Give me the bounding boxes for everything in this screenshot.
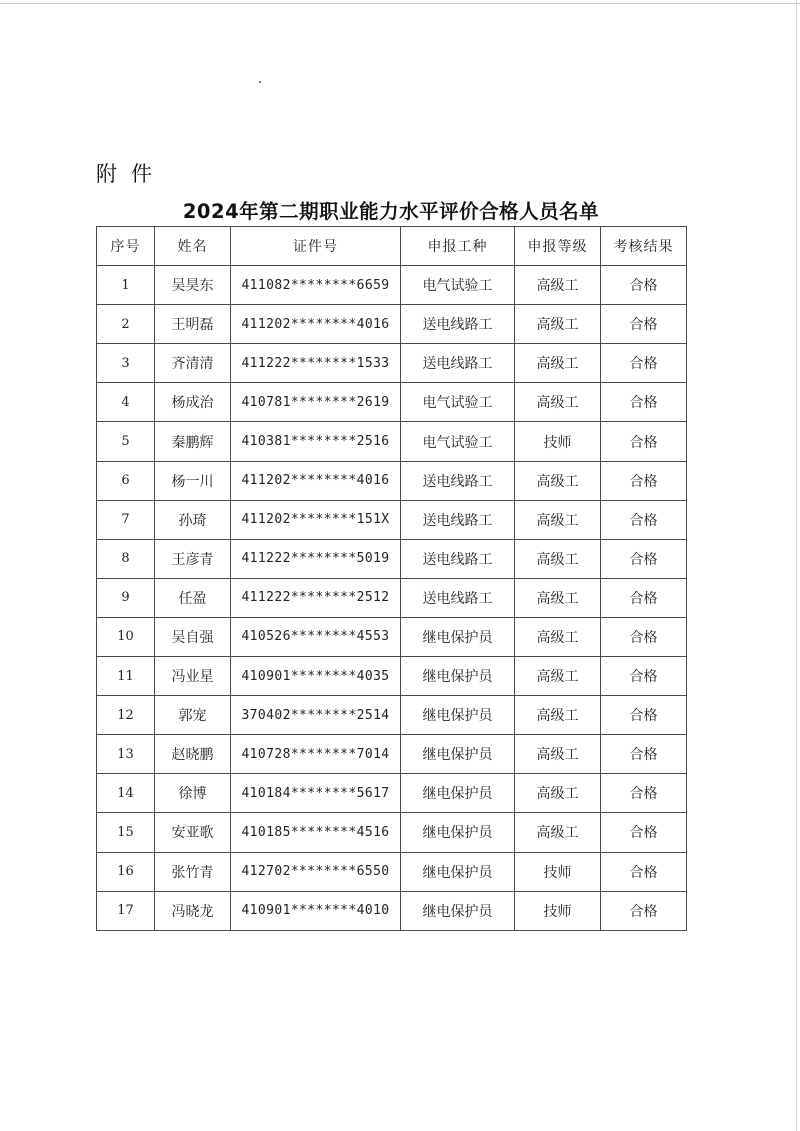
cell-result: 合格 (601, 344, 687, 383)
cell-index: 2 (97, 305, 155, 344)
cell-level: 技师 (515, 852, 601, 891)
cell-job-type: 送电线路工 (401, 500, 515, 539)
cell-name: 徐博 (155, 774, 231, 813)
cell-level: 高级工 (515, 305, 601, 344)
header-name: 姓名 (155, 227, 231, 266)
cell-index: 10 (97, 617, 155, 656)
cell-result: 合格 (601, 657, 687, 696)
cell-result: 合格 (601, 774, 687, 813)
qualified-personnel-table (96, 226, 687, 931)
cell-name: 杨成治 (155, 383, 231, 422)
cell-result: 合格 (601, 813, 687, 852)
cell-level: 技师 (515, 891, 601, 930)
cell-result: 合格 (601, 617, 687, 656)
cell-level: 技师 (515, 422, 601, 461)
cell-job-type: 电气试验工 (401, 383, 515, 422)
cell-id-number: 411202********151X (231, 500, 401, 539)
cell-result: 合格 (601, 696, 687, 735)
cell-name: 冯晓龙 (155, 891, 231, 930)
cell-index: 1 (97, 266, 155, 305)
table-row (97, 852, 687, 891)
scan-edge-right (796, 0, 797, 1131)
cell-id-number: 412702********6550 (231, 852, 401, 891)
cell-id-number: 411082********6659 (231, 266, 401, 305)
cell-index: 16 (97, 852, 155, 891)
header-result: 考核结果 (601, 227, 687, 266)
cell-level: 高级工 (515, 578, 601, 617)
table-row (97, 735, 687, 774)
header-level: 申报等级 (515, 227, 601, 266)
header-id-number: 证件号 (231, 227, 401, 266)
cell-job-type: 电气试验工 (401, 266, 515, 305)
cell-index: 5 (97, 422, 155, 461)
cell-name: 冯业星 (155, 657, 231, 696)
cell-id-number: 370402********2514 (231, 696, 401, 735)
cell-job-type: 送电线路工 (401, 305, 515, 344)
cell-index: 14 (97, 774, 155, 813)
cell-index: 11 (97, 657, 155, 696)
table-row (97, 891, 687, 930)
cell-id-number: 410526********4553 (231, 617, 401, 656)
cell-job-type: 送电线路工 (401, 539, 515, 578)
cell-id-number: 410381********2516 (231, 422, 401, 461)
cell-job-type: 送电线路工 (401, 461, 515, 500)
table-header-row (97, 227, 687, 266)
cell-level: 高级工 (515, 617, 601, 656)
attachment-label: 附件 (96, 162, 166, 186)
cell-name: 孙琦 (155, 500, 231, 539)
cell-result: 合格 (601, 735, 687, 774)
scan-edge-top (0, 3, 800, 4)
cell-level: 高级工 (515, 735, 601, 774)
cell-level: 高级工 (515, 657, 601, 696)
table-row (97, 578, 687, 617)
table-row (97, 266, 687, 305)
cell-result: 合格 (601, 461, 687, 500)
cell-name: 郭宠 (155, 696, 231, 735)
cell-name: 杨一川 (155, 461, 231, 500)
cell-id-number: 411222********5019 (231, 539, 401, 578)
cell-index: 8 (97, 539, 155, 578)
cell-index: 17 (97, 891, 155, 930)
cell-id-number: 410781********2619 (231, 383, 401, 422)
cell-result: 合格 (601, 500, 687, 539)
header-index: 序号 (97, 227, 155, 266)
cell-name: 吴昊东 (155, 266, 231, 305)
cell-name: 吴自强 (155, 617, 231, 656)
cell-result: 合格 (601, 305, 687, 344)
cell-index: 13 (97, 735, 155, 774)
cell-job-type: 电气试验工 (401, 422, 515, 461)
cell-index: 15 (97, 813, 155, 852)
cell-level: 高级工 (515, 774, 601, 813)
table-row (97, 383, 687, 422)
cell-level: 高级工 (515, 813, 601, 852)
table-row (97, 539, 687, 578)
cell-id-number: 411202********4016 (231, 305, 401, 344)
cell-index: 9 (97, 578, 155, 617)
cell-index: 12 (97, 696, 155, 735)
cell-level: 高级工 (515, 344, 601, 383)
cell-job-type: 送电线路工 (401, 344, 515, 383)
cell-result: 合格 (601, 539, 687, 578)
cell-job-type: 继电保护员 (401, 774, 515, 813)
table-row (97, 305, 687, 344)
cell-level: 高级工 (515, 539, 601, 578)
cell-level: 高级工 (515, 696, 601, 735)
cell-job-type: 继电保护员 (401, 735, 515, 774)
cell-id-number: 411222********1533 (231, 344, 401, 383)
cell-id-number: 411202********4016 (231, 461, 401, 500)
cell-name: 赵晓鹏 (155, 735, 231, 774)
cell-name: 张竹青 (155, 852, 231, 891)
table-row (97, 500, 687, 539)
cell-name: 安亚歌 (155, 813, 231, 852)
header-job-type: 申报工种 (401, 227, 515, 266)
cell-result: 合格 (601, 891, 687, 930)
scan-speck (259, 81, 261, 83)
cell-job-type: 继电保护员 (401, 657, 515, 696)
cell-level: 高级工 (515, 461, 601, 500)
cell-index: 6 (97, 461, 155, 500)
cell-index: 3 (97, 344, 155, 383)
cell-name: 秦鹏辉 (155, 422, 231, 461)
cell-id-number: 410184********5617 (231, 774, 401, 813)
table-row (97, 344, 687, 383)
table-body (97, 266, 687, 931)
cell-index: 7 (97, 500, 155, 539)
cell-name: 任盈 (155, 578, 231, 617)
table-row (97, 696, 687, 735)
cell-level: 高级工 (515, 383, 601, 422)
table-row (97, 422, 687, 461)
cell-result: 合格 (601, 578, 687, 617)
cell-job-type: 继电保护员 (401, 852, 515, 891)
table-row (97, 813, 687, 852)
cell-name: 王明磊 (155, 305, 231, 344)
cell-job-type: 继电保护员 (401, 813, 515, 852)
document-title: 2024年第二期职业能力水平评价合格人员名单 (182, 200, 600, 223)
table-row (97, 774, 687, 813)
cell-result: 合格 (601, 852, 687, 891)
cell-result: 合格 (601, 266, 687, 305)
cell-job-type: 继电保护员 (401, 891, 515, 930)
cell-name: 王彦青 (155, 539, 231, 578)
table-row (97, 657, 687, 696)
cell-result: 合格 (601, 422, 687, 461)
cell-job-type: 送电线路工 (401, 578, 515, 617)
cell-level: 高级工 (515, 266, 601, 305)
cell-index: 4 (97, 383, 155, 422)
table-row (97, 617, 687, 656)
cell-id-number: 410901********4010 (231, 891, 401, 930)
table-row (97, 461, 687, 500)
cell-job-type: 继电保护员 (401, 696, 515, 735)
cell-id-number: 410728********7014 (231, 735, 401, 774)
cell-level: 高级工 (515, 500, 601, 539)
cell-name: 齐清清 (155, 344, 231, 383)
cell-id-number: 410901********4035 (231, 657, 401, 696)
cell-id-number: 410185********4516 (231, 813, 401, 852)
cell-job-type: 继电保护员 (401, 617, 515, 656)
cell-id-number: 411222********2512 (231, 578, 401, 617)
cell-result: 合格 (601, 383, 687, 422)
